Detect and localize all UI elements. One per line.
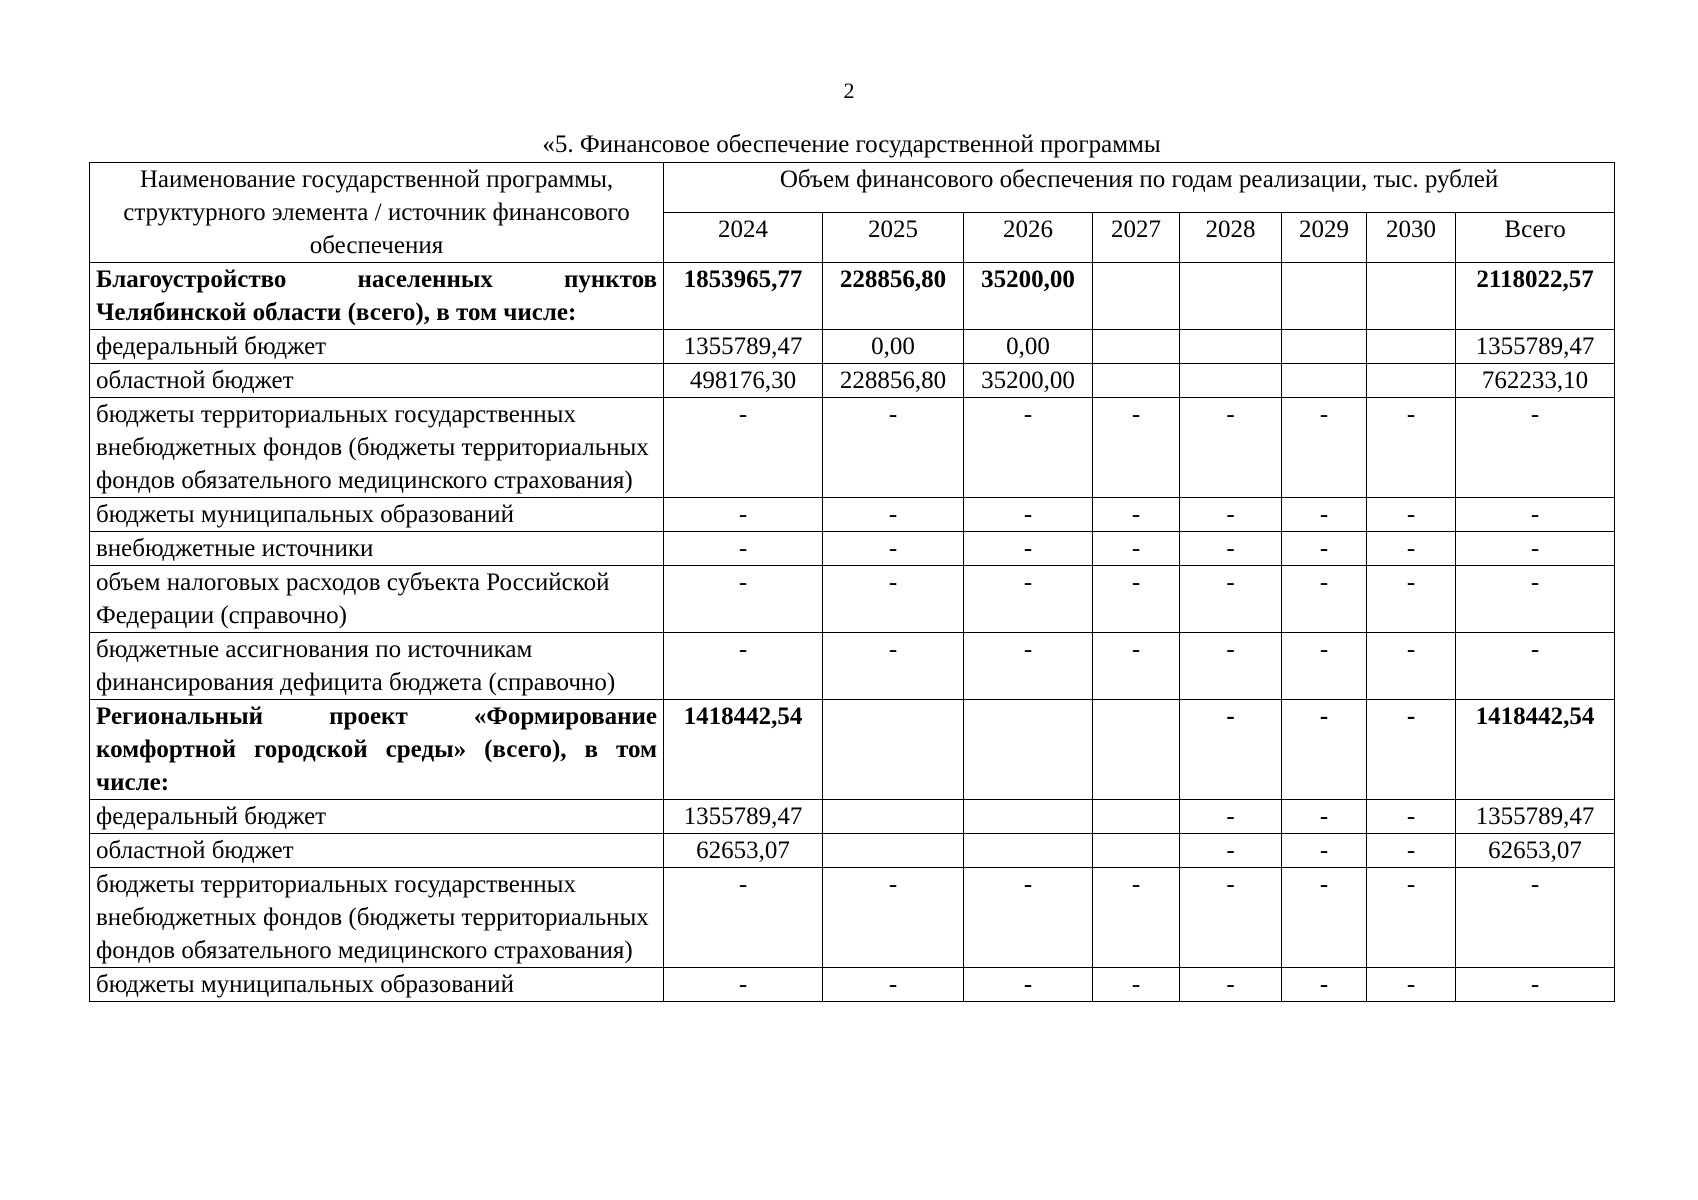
- value-cell: [1282, 263, 1367, 330]
- total-cell: 62653,07: [1456, 834, 1615, 868]
- value-cell: 62653,07: [664, 834, 823, 868]
- value-cell: -: [1180, 566, 1282, 633]
- value-cell: -: [1180, 834, 1282, 868]
- value-cell: [1180, 263, 1282, 330]
- value-cell: -: [664, 532, 823, 566]
- value-cell: -: [964, 398, 1093, 498]
- section-title: «5. Финансовое обеспечение государственной программы: [542, 131, 1161, 158]
- value-cell: [964, 700, 1093, 800]
- row-name: объем налоговых расходов субъекта Российской Федерации (справочно): [90, 566, 664, 633]
- header-year-2026: 2026: [964, 213, 1093, 263]
- value-cell: -: [664, 633, 823, 700]
- value-cell: -: [1093, 566, 1180, 633]
- value-cell: [823, 800, 964, 834]
- value-cell: -: [823, 498, 964, 532]
- value-cell: -: [1282, 498, 1367, 532]
- value-cell: -: [1282, 800, 1367, 834]
- row-name: Благоустройство населенных пунктов Челябинской области (всего), в том числе:: [90, 263, 664, 330]
- value-cell: -: [823, 398, 964, 498]
- value-cell: -: [1367, 700, 1456, 800]
- value-cell: -: [1282, 968, 1367, 1002]
- total-cell: -: [1456, 968, 1615, 1002]
- value-cell: -: [1093, 498, 1180, 532]
- value-cell: -: [1180, 968, 1282, 1002]
- row-name: бюджеты территориальных государственных внебюджетных фондов (бюджеты территориальных фондов обязательного медицинского страхования): [90, 398, 664, 498]
- total-cell: 1355789,47: [1456, 330, 1615, 364]
- table-row: [90, 330, 1615, 364]
- table-row: [90, 834, 1615, 868]
- value-cell: -: [1367, 968, 1456, 1002]
- value-cell: [964, 834, 1093, 868]
- value-cell: -: [1282, 398, 1367, 498]
- value-cell: -: [1367, 532, 1456, 566]
- header-total: Всего: [1456, 213, 1615, 263]
- row-name: бюджетные ассигнования по источникам финансирования дефицита бюджета (справочно): [90, 633, 664, 700]
- value-cell: [1367, 330, 1456, 364]
- row-name: федеральный бюджет: [90, 800, 664, 834]
- table-row: [90, 566, 1615, 633]
- row-name: федеральный бюджет: [90, 330, 664, 364]
- value-cell: [1367, 364, 1456, 398]
- value-cell: [1093, 700, 1180, 800]
- value-cell: -: [1282, 834, 1367, 868]
- value-cell: [1093, 263, 1180, 330]
- value-cell: 1355789,47: [664, 330, 823, 364]
- value-cell: -: [964, 633, 1093, 700]
- value-cell: -: [1367, 498, 1456, 532]
- total-cell: -: [1456, 398, 1615, 498]
- total-cell: -: [1456, 868, 1615, 968]
- row-name: внебюджетные источники: [90, 532, 664, 566]
- value-cell: -: [1180, 800, 1282, 834]
- table-row: [90, 532, 1615, 566]
- value-cell: 35200,00: [964, 364, 1093, 398]
- total-cell: 1418442,54: [1456, 700, 1615, 800]
- value-cell: [1093, 330, 1180, 364]
- value-cell: [1180, 364, 1282, 398]
- value-cell: -: [1367, 800, 1456, 834]
- row-name: областной бюджет: [90, 834, 664, 868]
- value-cell: -: [664, 498, 823, 532]
- value-cell: -: [1180, 532, 1282, 566]
- row-name: бюджеты территориальных государственных внебюджетных фондов (бюджеты территориальных фондов обязательного медицинского страхования): [90, 868, 664, 968]
- value-cell: 35200,00: [964, 263, 1093, 330]
- value-cell: -: [1282, 566, 1367, 633]
- value-cell: -: [1093, 398, 1180, 498]
- value-cell: -: [1282, 868, 1367, 968]
- value-cell: -: [964, 566, 1093, 633]
- table-row: [90, 398, 1615, 498]
- value-cell: -: [823, 633, 964, 700]
- table-row: [90, 364, 1615, 398]
- table-row: [90, 800, 1615, 834]
- value-cell: [1093, 364, 1180, 398]
- value-cell: -: [823, 968, 964, 1002]
- value-cell: -: [964, 532, 1093, 566]
- row-name: областной бюджет: [90, 364, 664, 398]
- value-cell: -: [1367, 633, 1456, 700]
- value-cell: -: [1180, 398, 1282, 498]
- value-cell: -: [664, 968, 823, 1002]
- value-cell: -: [1093, 532, 1180, 566]
- header-year-2025: 2025: [823, 213, 964, 263]
- table-row: [90, 633, 1615, 700]
- total-cell: -: [1456, 566, 1615, 633]
- header-name-cell: Наименование государственной программы, структурного элемента / источник финансового обеспечения: [90, 163, 664, 263]
- value-cell: -: [964, 868, 1093, 968]
- value-cell: -: [1367, 834, 1456, 868]
- value-cell: -: [1093, 868, 1180, 968]
- value-cell: -: [964, 498, 1093, 532]
- total-cell: 762233,10: [1456, 364, 1615, 398]
- value-cell: -: [1367, 868, 1456, 968]
- table-row: [90, 498, 1615, 532]
- header-row-top: [90, 163, 1615, 213]
- value-cell: -: [1093, 633, 1180, 700]
- value-cell: 1418442,54: [664, 700, 823, 800]
- value-cell: [1367, 263, 1456, 330]
- value-cell: 228856,80: [823, 263, 964, 330]
- value-cell: -: [664, 398, 823, 498]
- total-cell: -: [1456, 532, 1615, 566]
- page-number: 2: [843, 78, 855, 103]
- value-cell: -: [1093, 968, 1180, 1002]
- row-name: бюджеты муниципальных образований: [90, 968, 664, 1002]
- value-cell: -: [823, 532, 964, 566]
- value-cell: -: [1282, 633, 1367, 700]
- table-row: [90, 968, 1615, 1002]
- value-cell: -: [1180, 868, 1282, 968]
- value-cell: [823, 834, 964, 868]
- value-cell: [1093, 800, 1180, 834]
- value-cell: 498176,30: [664, 364, 823, 398]
- value-cell: -: [1282, 700, 1367, 800]
- value-cell: -: [664, 868, 823, 968]
- value-cell: [1093, 834, 1180, 868]
- value-cell: -: [1180, 700, 1282, 800]
- financing-table: [89, 162, 1615, 1002]
- value-cell: -: [1282, 532, 1367, 566]
- header-year-2028: 2028: [1180, 213, 1282, 263]
- value-cell: 0,00: [964, 330, 1093, 364]
- value-cell: -: [1367, 566, 1456, 633]
- header-year-2030: 2030: [1367, 213, 1456, 263]
- total-cell: 1355789,47: [1456, 800, 1615, 834]
- total-cell: -: [1456, 633, 1615, 700]
- value-cell: -: [1180, 633, 1282, 700]
- table-row: [90, 700, 1615, 800]
- header-group-cell: Объем финансового обеспечения по годам реализации, тыс. рублей: [664, 163, 1615, 213]
- value-cell: [1282, 364, 1367, 398]
- header-year-2027: 2027: [1093, 213, 1180, 263]
- header-year-2029: 2029: [1282, 213, 1367, 263]
- value-cell: 1355789,47: [664, 800, 823, 834]
- value-cell: [823, 700, 964, 800]
- value-cell: [1282, 330, 1367, 364]
- row-name: Региональный проект «Формирование комфортной городской среды» (всего), в том числе:: [90, 700, 664, 800]
- value-cell: -: [964, 968, 1093, 1002]
- value-cell: -: [664, 566, 823, 633]
- header-year-2024: 2024: [664, 213, 823, 263]
- total-cell: 2118022,57: [1456, 263, 1615, 330]
- value-cell: 0,00: [823, 330, 964, 364]
- row-name: бюджеты муниципальных образований: [90, 498, 664, 532]
- value-cell: [964, 800, 1093, 834]
- value-cell: [1180, 330, 1282, 364]
- table-row: [90, 263, 1615, 330]
- value-cell: -: [823, 868, 964, 968]
- value-cell: -: [823, 566, 964, 633]
- value-cell: 1853965,77: [664, 263, 823, 330]
- table-row: [90, 868, 1615, 968]
- value-cell: -: [1367, 398, 1456, 498]
- total-cell: -: [1456, 498, 1615, 532]
- value-cell: -: [1180, 498, 1282, 532]
- value-cell: 228856,80: [823, 364, 964, 398]
